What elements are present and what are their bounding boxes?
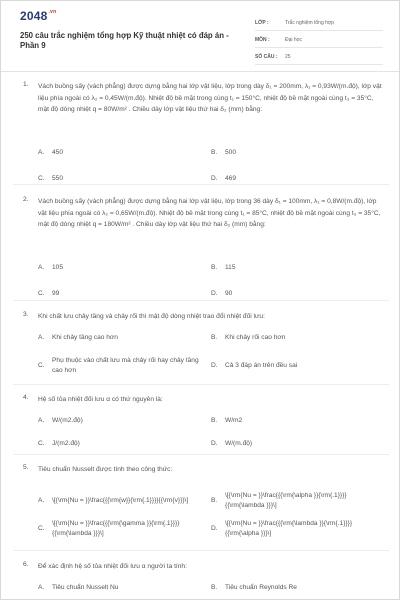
question-item (1, 464, 400, 537)
header (1, 1, 400, 69)
option-letter: C. (38, 440, 45, 448)
header-divider (1, 71, 400, 72)
option-text: 469 (225, 175, 237, 182)
question-separator (13, 454, 389, 455)
option-letter: A. (38, 584, 45, 592)
answer-option[interactable] (38, 496, 211, 506)
option-letter: A. (38, 334, 45, 342)
option-letter: D. (211, 290, 218, 298)
answer-option[interactable] (211, 491, 384, 510)
question-number: 3. (23, 311, 29, 318)
question-text: Tiêu chuẩn Nusselt được tính theo công thức: (38, 466, 173, 473)
option-row (38, 416, 384, 426)
question-number: 6. (23, 561, 29, 568)
question-item (1, 311, 400, 374)
option-row (38, 289, 384, 299)
option-text: 90 (225, 290, 233, 297)
option-letter: B. (211, 334, 218, 342)
option-letter: A. (38, 497, 45, 504)
option-text: Khi chảy tầng cao hơn (52, 334, 118, 341)
option-row (38, 333, 384, 343)
meta-label: LỚP : (255, 20, 269, 26)
option-row (38, 491, 384, 510)
meta-row-count (255, 50, 383, 65)
option-text: Khi chảy rối cao hơn (225, 334, 286, 341)
question-separator (13, 550, 389, 551)
answer-option[interactable] (38, 174, 211, 184)
question-text: Để xác định hệ số tỏa nhiệt đối lưu α người ta tính: (38, 563, 187, 570)
meta-label: SỐ CÂU : (255, 54, 278, 60)
option-text: \[{\rm{Nu = }}\frac{{{\rm{w}}{\rm{.1}}}}{{\rm{v}}}\] (52, 496, 189, 504)
option-text: J/(m2.độ) (52, 440, 80, 447)
option-letter: D. (211, 525, 218, 532)
answer-option[interactable] (211, 439, 384, 449)
question-text: Khi chất lưu chảy tầng và chảy rối thì mật độ dòng nhiệt trao đổi nhiệt đối lưu: (38, 313, 265, 320)
answer-option[interactable] (211, 289, 384, 299)
option-letter: B. (211, 497, 218, 504)
option-letter: C. (38, 525, 45, 532)
option-text: Tiêu chuẩn Nusselt Nu (52, 584, 119, 591)
option-text: 105 (52, 264, 64, 271)
question-number: 2. (23, 196, 29, 203)
option-text: W/(m2.độ) (52, 417, 83, 424)
option-letter: B. (211, 264, 218, 272)
option-text: Tiêu chuẩn Reynolds Re (225, 584, 297, 591)
meta-info (255, 16, 383, 67)
answer-option[interactable] (38, 416, 211, 426)
option-row (38, 519, 384, 538)
question-number: 4. (23, 394, 29, 401)
option-letter: B. (211, 417, 218, 425)
question-item (1, 394, 400, 448)
answer-option[interactable] (38, 583, 211, 593)
option-letter: A. (38, 149, 45, 157)
option-letter: B. (211, 149, 218, 157)
question-number: 1. (23, 81, 29, 88)
option-row (38, 439, 384, 449)
answer-option[interactable] (211, 174, 384, 184)
option-row (38, 356, 384, 375)
option-letter: C. (38, 175, 45, 183)
answer-option[interactable] (211, 333, 384, 343)
answer-option[interactable] (38, 356, 211, 375)
option-text: 99 (52, 290, 60, 297)
answer-option[interactable] (211, 519, 384, 538)
option-text: Phụ thuộc vào chất lưu mà chảy rối hay chảy tầng cao hơn (52, 357, 199, 374)
option-text: \[{\rm{Nu = }}\frac{{{\rm{\gamma }}{\rm{.1}}}}{{\rm{\lambda }}}\] (52, 520, 180, 537)
option-letter: D. (211, 362, 218, 369)
option-text: 550 (52, 175, 64, 182)
question-item (1, 196, 400, 298)
answer-option[interactable] (211, 361, 384, 371)
option-row (38, 148, 384, 158)
option-text: W/(m.độ) (225, 440, 253, 447)
question-text: Vách buồng sấy (vách phẳng) được dựng bằng hai lớp vật liệu, lớp trong dày δ₁ = 200mm, λ₁ = 0,93W/(m.độ), lớp vật liệu phía ngoài có λ₂ = 0,45W/(m.độ). Nhiệt độ bề mặt trong cùng t₁ = 150°C, nhiệt độ bề mặt ngoài cùng t₃ = 35°C, mật độ dòng nhiệt q = 80W/m² . Chiều dày lớp vật liệu thứ hai δ₂ (mm) bằng: (38, 83, 382, 113)
option-text: W/m2 (225, 417, 243, 424)
option-letter: C. (38, 290, 45, 298)
option-text: 500 (225, 149, 237, 156)
question-item (1, 81, 400, 183)
option-letter: B. (211, 584, 218, 592)
question-separator (13, 184, 389, 185)
question-number: 5. (23, 464, 29, 471)
answer-option[interactable] (211, 416, 384, 426)
logo-suffix: .vn (48, 9, 57, 15)
answer-option[interactable] (38, 263, 211, 273)
meta-row-subject (255, 33, 383, 48)
option-letter: A. (38, 264, 45, 272)
answer-option[interactable] (211, 583, 384, 593)
option-row (38, 263, 384, 273)
answer-option[interactable] (211, 148, 384, 158)
question-separator (13, 384, 389, 385)
option-letter: C. (38, 362, 45, 369)
meta-value: Đại học (285, 37, 302, 43)
option-letter: A. (38, 417, 45, 425)
question-text: Vách buồng sấy (vách phẳng) được dựng bằng hai lớp vật liệu, lớp trong 36 dày δ₁ = 100mm, λ₁ = 0,8W/(m.độ), lớp vật liệu phía ngoài có λ₂ = 0,65W/(m.độ). Nhiệt độ bề mặt trong cùng t₁ = 85°C, nhiệt độ bề mặt ngoài cùng t₃ = 35°C, mật độ dòng nhiệt q = 180W/m² . Chiều dày lớp vật liệu thứ hai δ₂ (mm) bằng: (38, 198, 381, 228)
logo-main: 2048 (20, 9, 48, 23)
option-letter: D. (211, 175, 218, 183)
option-text: Cả 3 đáp án trên đều sai (225, 361, 298, 369)
option-row (38, 583, 384, 593)
answer-option[interactable] (38, 148, 211, 158)
answer-option[interactable] (38, 519, 211, 538)
option-row (38, 174, 384, 184)
option-text: 115 (225, 264, 236, 271)
answer-option[interactable] (38, 439, 211, 449)
meta-value: 25 (285, 54, 291, 60)
option-letter: D. (211, 440, 218, 448)
option-text: 450 (52, 149, 64, 156)
option-text: \[{\rm{Nu = }}\frac{{{\rm{\alpha }}{\rm{.1}}}}{{\rm{\lambda }}}\] (225, 492, 347, 509)
option-text: \[{\rm{Nu = }}\frac{{{\rm{\lambda }}{\rm{.1}}}}{{\rm{\alpha }}}\] (225, 520, 353, 537)
answer-option[interactable] (211, 263, 384, 273)
question-text: Hệ số tỏa nhiệt đối lưu α có thứ nguyên là: (38, 396, 163, 403)
answer-option[interactable] (38, 333, 211, 343)
meta-label: MÔN : (255, 37, 270, 43)
meta-row-class (255, 16, 383, 31)
meta-value: Trắc nghiệm tổng hợp (285, 20, 334, 26)
question-item (1, 561, 400, 592)
answer-option[interactable] (38, 289, 211, 299)
page-title: 250 câu trắc nghiệm tổng hợp Kỹ thuật nhiệt có đáp án - Phần 9 (20, 31, 229, 50)
question-separator (13, 300, 389, 301)
